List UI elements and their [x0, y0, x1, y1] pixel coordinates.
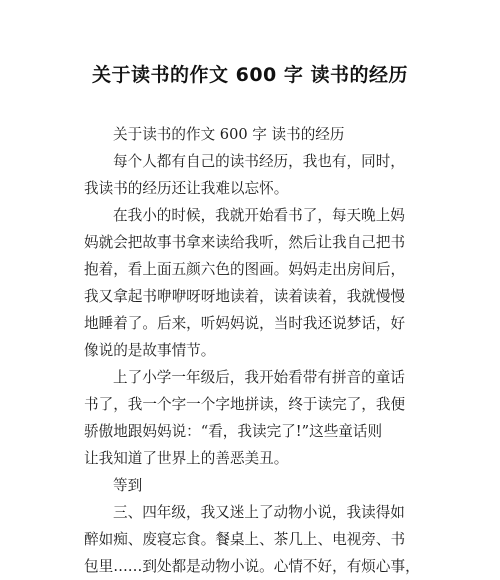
paragraph-line: 上了小学一年级后，我开始看带有拼音的童话: [113, 369, 405, 386]
paragraph-line: 三、四年级，我又迷上了动物小说，我读得如: [113, 504, 405, 521]
paragraph-line: 像说的是故事情节。: [84, 342, 216, 359]
paragraph-line: 让我知道了世界上的善恶美丑。: [84, 450, 289, 467]
paragraph-line: 每个人都有自己的读书经历，我也有，同时，: [113, 153, 405, 170]
paragraph-line: 地睡着了。后来，听妈妈说，当时我还说梦话，好: [84, 315, 406, 332]
document-title: 关于读书的作文 600 字 读书的经历: [91, 64, 408, 86]
paragraph-line: 在我小的时候，我就开始看书了，每天晚上妈: [113, 207, 405, 224]
paragraph-line: 等到: [113, 477, 143, 494]
paragraph-line: 关于读书的作文 600 字 读书的经历: [113, 126, 345, 143]
paragraph-line: 抱着，看上面五颜六色的图画。妈妈走出房间后，: [84, 261, 406, 278]
paragraph-line: 书了，我一个字一个字地拼读，终于读完了，我便: [84, 396, 406, 413]
paragraph-line: 我读书的经历还让我难以忘怀。: [84, 180, 289, 197]
paragraph-line: 包里……到处都是动物小说。心情不好，有烦心事，: [84, 558, 420, 575]
paragraph-line: 醉如痴、废寝忘食。餐桌上、茶几上、电视旁、书: [84, 531, 406, 548]
paragraph-line: 骄傲地跟妈妈说：“看，我读完了!”这些童话则: [84, 423, 383, 440]
paragraph-line: 妈就会把故事书拿来读给我听，然后让我自己把书: [84, 234, 406, 251]
paragraph-line: 我又拿起书咿咿呀呀地读着，读着读着，我就慢慢: [84, 288, 406, 305]
document-body: [84, 121, 424, 580]
